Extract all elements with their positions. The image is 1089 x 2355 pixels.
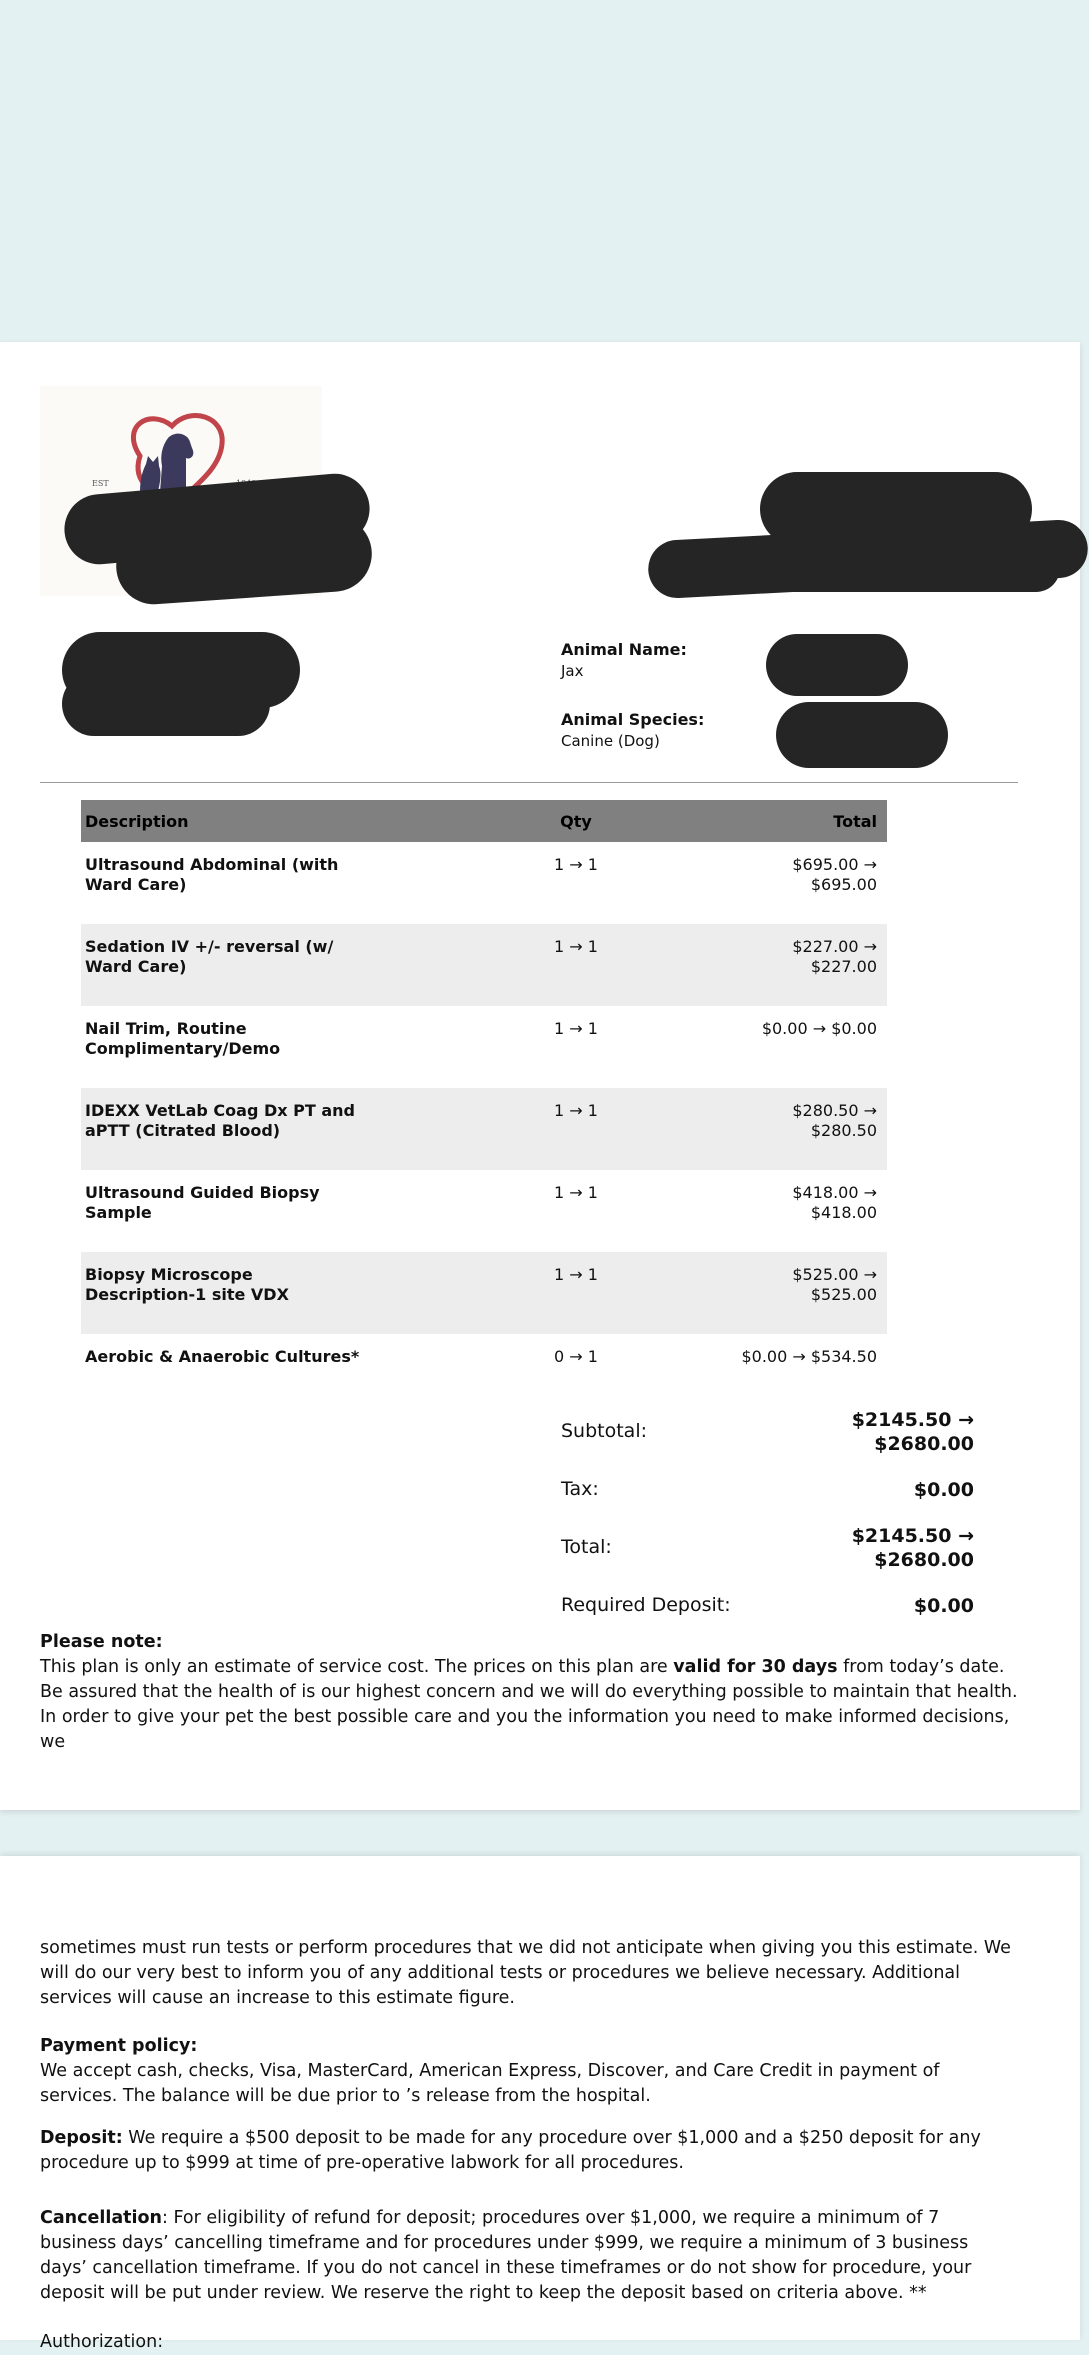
item-qty: 1 → 1 <box>554 855 598 874</box>
please-note-text: This plan is only an estimate of service cost. The prices on this plan are valid for 30 days from today’s date. Be assured that the health of is our highest concern and we will do everything possible to maintain that health. In order to give your pet the best possible care and you the information you need to make informed decisions, we <box>40 1657 1018 1752</box>
item-description: Sedation IV +/- reversal (w/ Ward Care) <box>85 937 334 976</box>
cancellation-heading: Cancellation <box>40 2208 163 2228</box>
redaction <box>62 672 270 736</box>
deposit-text: We require a $500 deposit to be made for any procedure over $1,000 and a $250 deposit for any procedure up to $999 at time of pre-operative labwork for all procedures. <box>40 2128 981 2173</box>
authorization-heading: Authorization: <box>40 2332 164 2352</box>
required-deposit-value: $0.00 <box>913 1595 974 1617</box>
animal-name-label: Animal Name: <box>561 640 687 659</box>
item-qty: 1 → 1 <box>554 1183 598 1202</box>
header-total: Total <box>833 811 877 831</box>
estimate-page-2 <box>0 1856 1080 2352</box>
subtotal-label: Subtotal: <box>561 1420 648 1442</box>
item-total: $280.50 → $280.50 <box>792 1101 877 1140</box>
item-qty: 1 → 1 <box>554 1019 598 1038</box>
please-note-continued: sometimes must run tests or perform procedures that we did not anticipate when giving you this estimate. We will do our very best to inform you of any additional tests or procedures we believe necessary. Additional services will cause an increase to this estimate figure. <box>40 1938 1011 2008</box>
cancellation-section <box>40 2206 1020 2306</box>
item-description: Nail Trim, Routine Complimentary/Demo <box>85 1019 281 1058</box>
item-total: $695.00 → $695.00 <box>792 855 877 894</box>
required-deposit-label: Required Deposit: <box>561 1594 731 1616</box>
tax-label: Tax: <box>561 1478 599 1500</box>
total-value: $2145.50 → $2680.00 <box>851 1525 974 1571</box>
item-total: $227.00 → $227.00 <box>792 937 877 976</box>
payment-policy-text: We accept cash, checks, Visa, MasterCard, American Express, Discover, and Care Credit in payment of services. The balance will be due prior to ’s release from the hospital. <box>40 2061 940 2106</box>
estimate-page-1 <box>0 342 1080 1810</box>
redaction <box>760 544 1060 592</box>
item-description: Ultrasound Guided Biopsy Sample <box>85 1183 320 1222</box>
redaction <box>776 702 948 768</box>
please-note-heading: Please note: <box>40 1632 163 1652</box>
deposit-heading: Deposit: <box>40 2128 123 2148</box>
table-header <box>81 800 887 842</box>
item-qty: 1 → 1 <box>554 1101 598 1120</box>
deposit-section <box>40 2126 1020 2176</box>
svg-text:EST: EST <box>92 479 109 488</box>
header-description: Description <box>85 811 189 831</box>
payment-policy-heading: Payment policy: <box>40 2036 198 2056</box>
line-items-table <box>81 800 887 1416</box>
please-note-section <box>40 1630 1020 1755</box>
table-row <box>81 1006 887 1088</box>
redaction <box>766 634 908 696</box>
table-row <box>81 1334 887 1416</box>
item-qty: 1 → 1 <box>554 937 598 956</box>
item-description: Ultrasound Abdominal (with Ward Care) <box>85 855 339 894</box>
animal-species-label: Animal Species: <box>561 710 705 729</box>
tax-value: $0.00 <box>913 1479 974 1501</box>
item-total: $418.00 → $418.00 <box>792 1183 877 1222</box>
item-description: Biopsy Microscope Description-1 site VDX <box>85 1265 289 1304</box>
subtotal-value: $2145.50 → $2680.00 <box>851 1409 974 1455</box>
cancellation-text: : For eligibility of refund for deposit; procedures over $1,000, we require a minimum of 7 business days’ cancelling timeframe and for procedures under $999, we require a minimum of 3 business days’ cancellation timeframe. If you do not cancel in these timeframes or do not show for procedure, your deposit will be put under review. We reserve the right to keep the deposit based on criteria above. ** <box>40 2208 972 2303</box>
item-total: $0.00 → $0.00 <box>761 1019 877 1038</box>
item-total: $0.00 → $534.50 <box>741 1347 877 1366</box>
item-qty: 0 → 1 <box>554 1347 598 1366</box>
table-row <box>81 1088 887 1170</box>
payment-policy-section <box>40 2034 1020 2109</box>
header-qty: Qty <box>560 811 592 831</box>
table-row <box>81 842 887 924</box>
animal-species-value: Canine (Dog) <box>561 732 660 750</box>
item-qty: 1 → 1 <box>554 1265 598 1284</box>
total-label: Total: <box>561 1536 612 1558</box>
item-description: IDEXX VetLab Coag Dx PT and aPTT (Citrated Blood) <box>85 1101 356 1140</box>
table-row <box>81 924 887 1006</box>
item-description: Aerobic & Anaerobic Cultures* <box>85 1347 360 1366</box>
section-divider <box>40 782 1018 783</box>
item-total: $525.00 → $525.00 <box>792 1265 877 1304</box>
animal-name-value: Jax <box>561 662 584 680</box>
table-row <box>81 1252 887 1334</box>
table-row <box>81 1170 887 1252</box>
